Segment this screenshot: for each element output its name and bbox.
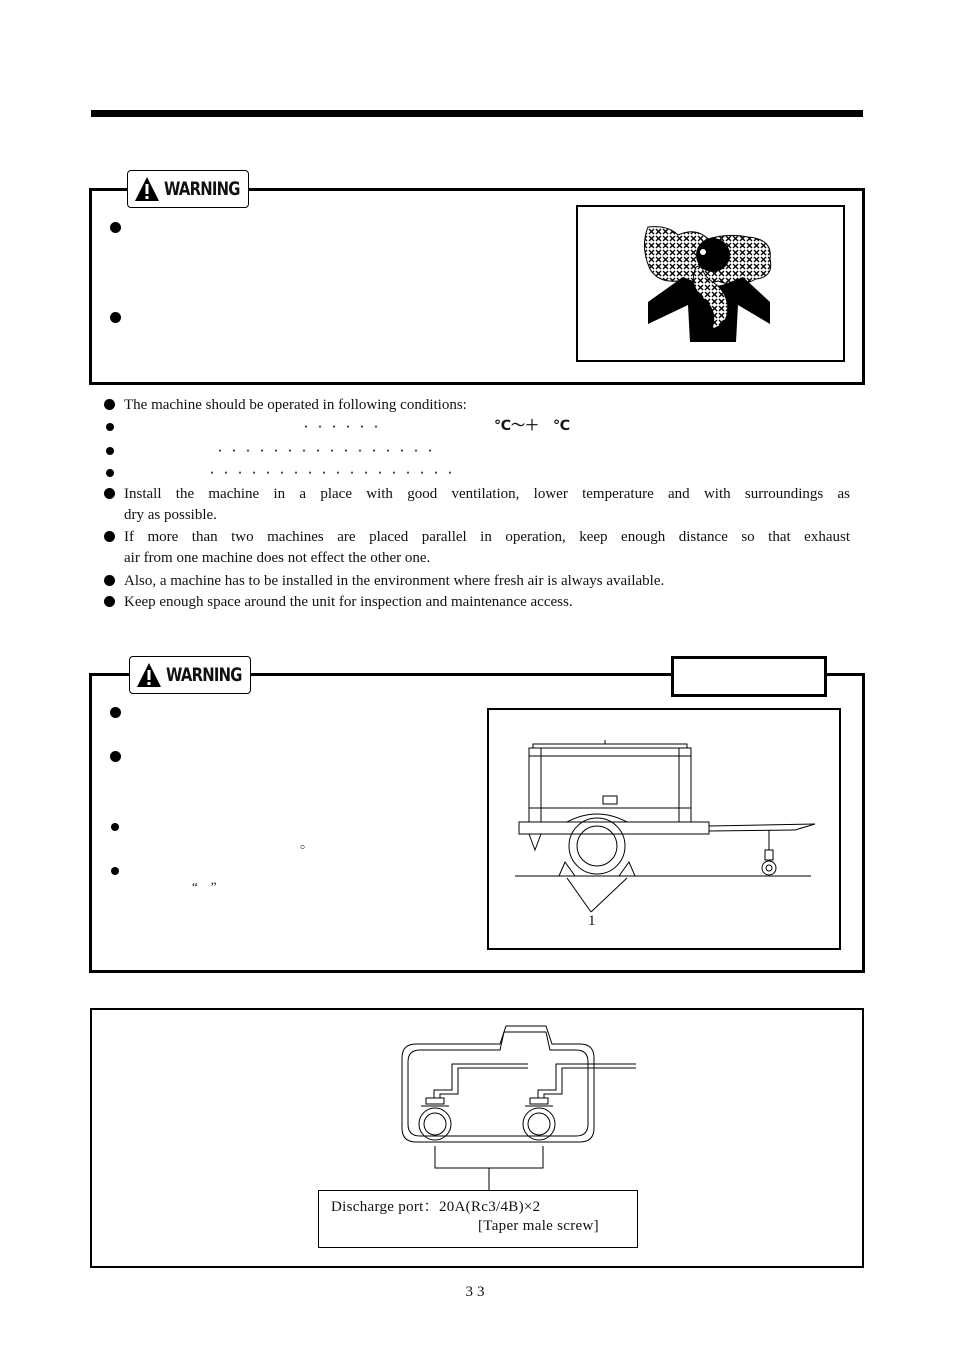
bullet	[110, 751, 121, 762]
page-number: 33	[465, 1284, 489, 1300]
bullet	[110, 222, 121, 233]
bullet	[110, 312, 121, 323]
warning-badge-2	[129, 656, 251, 694]
bullet	[104, 596, 115, 607]
toxic-gas-person-icon	[578, 207, 843, 360]
label-box	[671, 656, 827, 697]
compressor-side-view-image	[487, 708, 841, 950]
bullet	[106, 447, 114, 455]
leader-dots: ・・・・・・・・・・・・・・・・・・	[206, 466, 459, 480]
compressor-drawing	[489, 710, 839, 948]
bullet	[111, 867, 119, 875]
callout-number: 1	[588, 913, 596, 929]
quote-marks: “ ”	[192, 879, 217, 894]
discharge-screw-type: [Taper male screw]	[478, 1218, 599, 1234]
bullet	[111, 823, 119, 831]
bullet	[104, 399, 115, 410]
temperature-range: ℃～＋ ℃	[494, 418, 570, 434]
toxic-gas-hazard-image	[576, 205, 845, 362]
warning-badge-1	[127, 170, 249, 208]
bullet	[106, 423, 114, 431]
bullet	[104, 531, 115, 542]
bullet	[110, 707, 121, 718]
bullet	[104, 488, 115, 499]
warning-triangle-icon	[136, 662, 162, 688]
warning-label: WARNING	[164, 178, 240, 200]
discharge-port-spec: Discharge port：20A(Rc3/4B)×2	[331, 1199, 541, 1215]
warning-triangle-icon	[134, 176, 160, 202]
guideline-fresh-air: Also, a machine has to be installed in the environment where fresh air is always available.	[124, 573, 665, 589]
warning-label: WARNING	[166, 664, 242, 686]
guideline-ventilation-cont: dry as possible.	[124, 507, 217, 523]
bullet	[104, 575, 115, 586]
guideline-ventilation: Install the machine in a place with good ventilation, lower temperature and with surroundings as	[124, 486, 850, 502]
header-rule	[91, 110, 863, 117]
discharge-valve-diagram	[396, 1020, 642, 1190]
circle-mark: 。	[300, 837, 314, 852]
leader-dots: ・・・・・・	[300, 420, 385, 434]
guideline-parallel-cont: air from one machine does not effect the other one.	[124, 550, 431, 566]
conditions-intro: The machine should be operated in following conditions:	[124, 397, 467, 413]
guideline-parallel: If more than two machines are placed parallel in operation, keep enough distance so that exhaust	[124, 529, 850, 545]
guideline-space: Keep enough space around the unit for inspection and maintenance access.	[124, 594, 573, 610]
leader-dots: ・・・・・・・・・・・・・・・・	[214, 444, 439, 458]
bullet	[106, 469, 114, 477]
